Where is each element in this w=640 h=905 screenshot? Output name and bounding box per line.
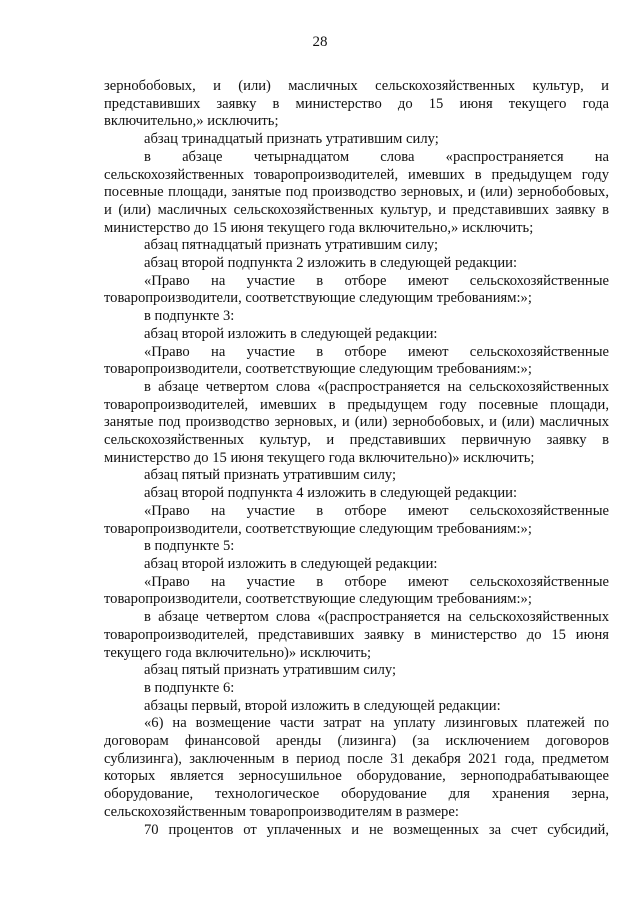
paragraph: абзацы первый, второй изложить в следующей редакции: — [144, 697, 501, 714]
document-body — [104, 78, 609, 839]
paragraph: «Право на участие в отборе имеют сельскохозяйственные товаропроизводители, соответствующие следующим требованиям:»; — [104, 343, 609, 378]
paragraph: абзац второй подпункта 4 изложить в следующей редакции: — [144, 485, 518, 502]
paragraph: «Право на участие в отборе имеют сельскохозяйственные товаропроизводители, соответствующие следующим требованиям:»; — [104, 573, 609, 608]
paragraph: абзац второй изложить в следующей редакции: — [144, 325, 438, 342]
paragraph: в абзаце четырнадцатом слова «распространяется на сельскохозяйственных товаропроизводителей, имевших в предыдущем году посевные площади, занятые под производство зерновых, и (или) зернобобовых, и (или) масличных сельскохозяйственных культур, и представивших заявку в министерство до 15 июня текущего года включительно,» исключить; — [104, 148, 609, 236]
paragraph: «Право на участие в отборе имеют сельскохозяйственные товаропроизводители, соответствующие следующим требованиям:»; — [104, 502, 609, 537]
paragraph: в подпункте 3: — [144, 308, 235, 325]
paragraph: абзац пятый признать утратившим силу; — [144, 662, 397, 679]
paragraph: «6) на возмещение части затрат на уплату лизинговых платежей по договорам финансовой аренды (лизинга) (за исключением договоров сублизинга), заключенным в период после 31 декабря 2021 года, предметом которых является зерносушильное оборудование, зерноподрабатывающее оборудование, технологическое оборудование для хранения зерна, сельскохозяйственным товаропроизводителям в размере: — [104, 715, 609, 820]
paragraph: в подпункте 5: — [144, 538, 235, 555]
paragraph: зернобобовых, и (или) масличных сельскохозяйственных культур, и представивших заявку в министерство до 15 июня текущего года включительно,» исключить; — [104, 78, 609, 130]
paragraph: абзац второй изложить в следующей редакции: — [144, 555, 438, 572]
page-number: 28 — [312, 34, 328, 50]
paragraph: в подпункте 6: — [144, 679, 235, 696]
paragraph: абзац второй подпункта 2 изложить в следующей редакции: — [144, 255, 518, 272]
paragraph: «Право на участие в отборе имеют сельскохозяйственные товаропроизводители, соответствующие следующим требованиям:»; — [104, 272, 609, 307]
paragraph: абзац пятый признать утратившим силу; — [144, 467, 397, 484]
paragraph: абзац тринадцатый признать утратившим силу; — [144, 131, 439, 148]
paragraph: в абзаце четвертом слова «(распространяется на сельскохозяйственных товаропроизводителей, представивших заявку в министерство до 15 июня текущего года включительно)» исключить; — [104, 609, 609, 661]
paragraph: абзац пятнадцатый признать утратившим силу; — [144, 237, 439, 254]
paragraph: в абзаце четвертом слова «(распространяется на сельскохозяйственных товаропроизводителей, имевших в предыдущем году посевные площади, занятые под производство зерновых, и (или) зернобобовых, и (или) масличных сельскохозяйственных культур, и представивших первичную заявку в министерство до 15 июня текущего года включительно)» исключить; — [104, 378, 609, 466]
paragraph: 70 процентов от уплаченных и не возмещенных за счет субсидий, — [144, 821, 609, 838]
